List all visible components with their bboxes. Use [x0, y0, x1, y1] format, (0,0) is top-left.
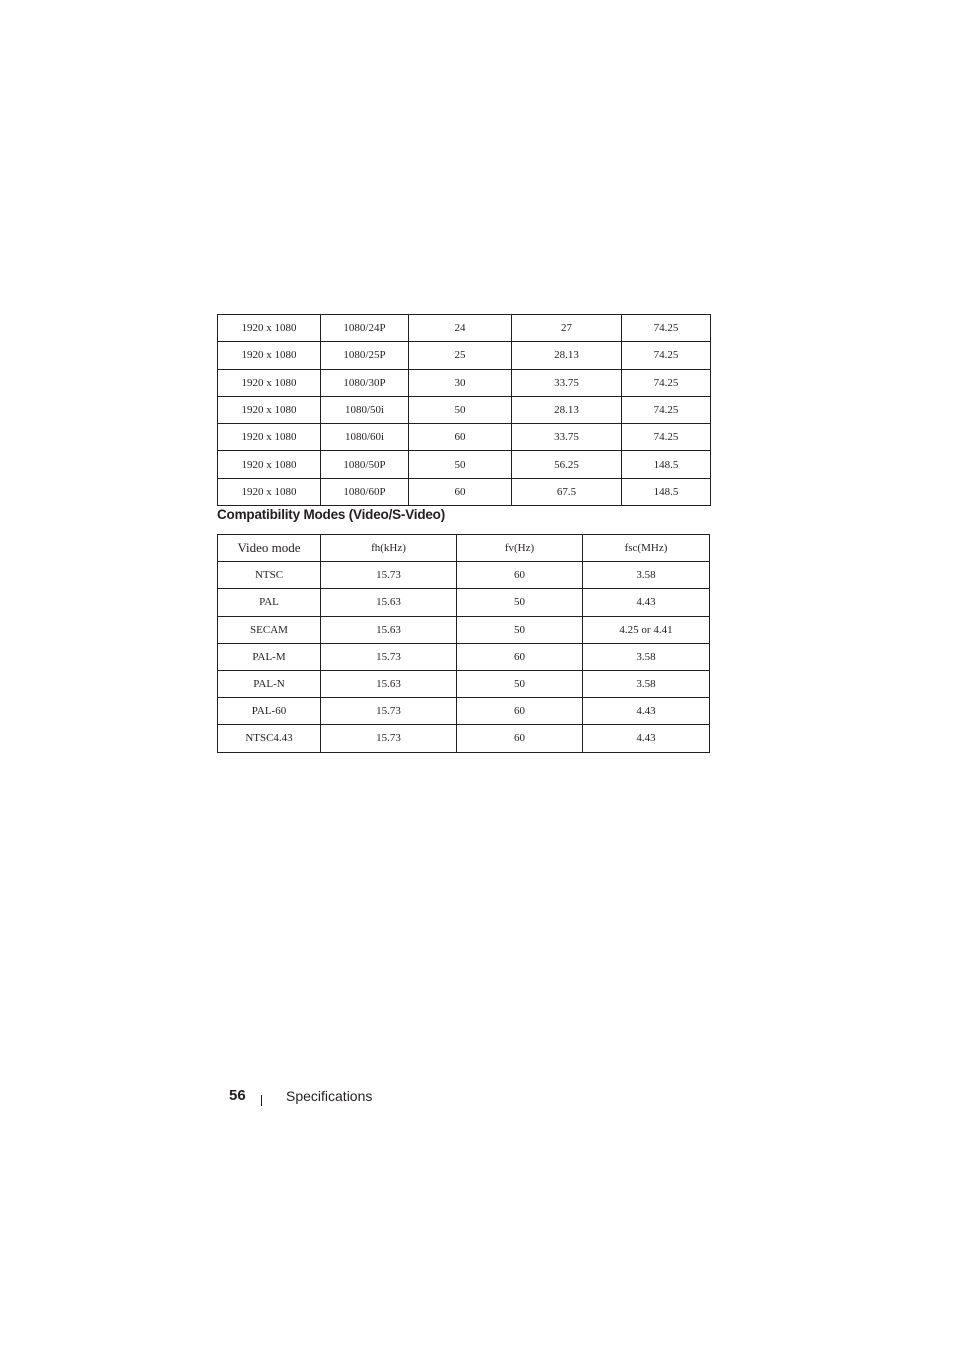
vertical-freq-cell: 60 — [409, 424, 512, 451]
fv-cell: 60 — [457, 562, 583, 589]
page-number: 56 — [229, 1087, 246, 1104]
fv-cell: 60 — [457, 643, 583, 670]
video-mode-cell: NTSC4.43 — [218, 725, 321, 752]
table-row — [218, 315, 711, 342]
table-row — [218, 451, 711, 478]
table-header-row — [218, 535, 710, 562]
resolution-cell: 1920 x 1080 — [218, 396, 321, 423]
fh-cell: 15.73 — [321, 698, 457, 725]
mode-cell: 1080/50P — [321, 451, 409, 478]
mode-cell: 1080/60P — [321, 478, 409, 505]
horizontal-freq-cell: 33.75 — [512, 369, 622, 396]
fsc-cell: 3.58 — [583, 562, 710, 589]
vertical-freq-cell: 50 — [409, 451, 512, 478]
pixel-clock-cell: 74.25 — [622, 369, 711, 396]
table-row — [218, 369, 711, 396]
fh-cell: 15.63 — [321, 616, 457, 643]
fv-cell: 60 — [457, 725, 583, 752]
vertical-freq-cell: 30 — [409, 369, 512, 396]
fv-cell: 50 — [457, 616, 583, 643]
table-row — [218, 698, 710, 725]
fsc-cell: 3.58 — [583, 670, 710, 697]
video-mode-cell: PAL — [218, 589, 321, 616]
table-row — [218, 562, 710, 589]
table-row — [218, 396, 711, 423]
footer-divider — [261, 1095, 262, 1106]
table-row — [218, 670, 710, 697]
horizontal-freq-cell: 27 — [512, 315, 622, 342]
mode-cell: 1080/24P — [321, 315, 409, 342]
header-fv: fv(Hz) — [457, 535, 583, 562]
fv-cell: 60 — [457, 698, 583, 725]
pixel-clock-cell: 148.5 — [622, 478, 711, 505]
table-row — [218, 424, 711, 451]
video-mode-cell: PAL-M — [218, 643, 321, 670]
footer-section-name: Specifications — [286, 1088, 373, 1104]
resolution-cell: 1920 x 1080 — [218, 424, 321, 451]
video-mode-cell: NTSC — [218, 562, 321, 589]
mode-cell: 1080/60i — [321, 424, 409, 451]
fh-cell: 15.63 — [321, 670, 457, 697]
vertical-freq-cell: 60 — [409, 478, 512, 505]
table-row — [218, 478, 711, 505]
fv-cell: 50 — [457, 670, 583, 697]
resolution-cell: 1920 x 1080 — [218, 315, 321, 342]
horizontal-freq-cell: 33.75 — [512, 424, 622, 451]
horizontal-freq-cell: 67.5 — [512, 478, 622, 505]
header-video-mode: Video mode — [218, 535, 321, 562]
table-row — [218, 589, 710, 616]
table-row — [218, 342, 711, 369]
resolution-cell: 1920 x 1080 — [218, 369, 321, 396]
timing-table — [217, 314, 711, 506]
mode-cell: 1080/50i — [321, 396, 409, 423]
header-fh: fh(kHz) — [321, 535, 457, 562]
fsc-cell: 4.25 or 4.41 — [583, 616, 710, 643]
video-modes-table — [217, 534, 710, 753]
resolution-cell: 1920 x 1080 — [218, 451, 321, 478]
mode-cell: 1080/25P — [321, 342, 409, 369]
fsc-cell: 4.43 — [583, 698, 710, 725]
horizontal-freq-cell: 28.13 — [512, 342, 622, 369]
pixel-clock-cell: 74.25 — [622, 342, 711, 369]
video-mode-cell: SECAM — [218, 616, 321, 643]
table-row — [218, 725, 710, 752]
horizontal-freq-cell: 28.13 — [512, 396, 622, 423]
resolution-cell: 1920 x 1080 — [218, 342, 321, 369]
pixel-clock-cell: 148.5 — [622, 451, 711, 478]
resolution-cell: 1920 x 1080 — [218, 478, 321, 505]
video-mode-cell: PAL-60 — [218, 698, 321, 725]
pixel-clock-cell: 74.25 — [622, 424, 711, 451]
fh-cell: 15.73 — [321, 725, 457, 752]
mode-cell: 1080/30P — [321, 369, 409, 396]
vertical-freq-cell: 24 — [409, 315, 512, 342]
fsc-cell: 3.58 — [583, 643, 710, 670]
compat-section-heading: Compatibility Modes (Video/S-Video) — [217, 507, 446, 522]
vertical-freq-cell: 25 — [409, 342, 512, 369]
pixel-clock-cell: 74.25 — [622, 315, 711, 342]
fh-cell: 15.63 — [321, 589, 457, 616]
table-row — [218, 643, 710, 670]
header-fsc: fsc(MHz) — [583, 535, 710, 562]
video-mode-cell: PAL-N — [218, 670, 321, 697]
fh-cell: 15.73 — [321, 562, 457, 589]
fv-cell: 50 — [457, 589, 583, 616]
vertical-freq-cell: 50 — [409, 396, 512, 423]
fsc-cell: 4.43 — [583, 725, 710, 752]
fh-cell: 15.73 — [321, 643, 457, 670]
table-row — [218, 616, 710, 643]
horizontal-freq-cell: 56.25 — [512, 451, 622, 478]
pixel-clock-cell: 74.25 — [622, 396, 711, 423]
fsc-cell: 4.43 — [583, 589, 710, 616]
